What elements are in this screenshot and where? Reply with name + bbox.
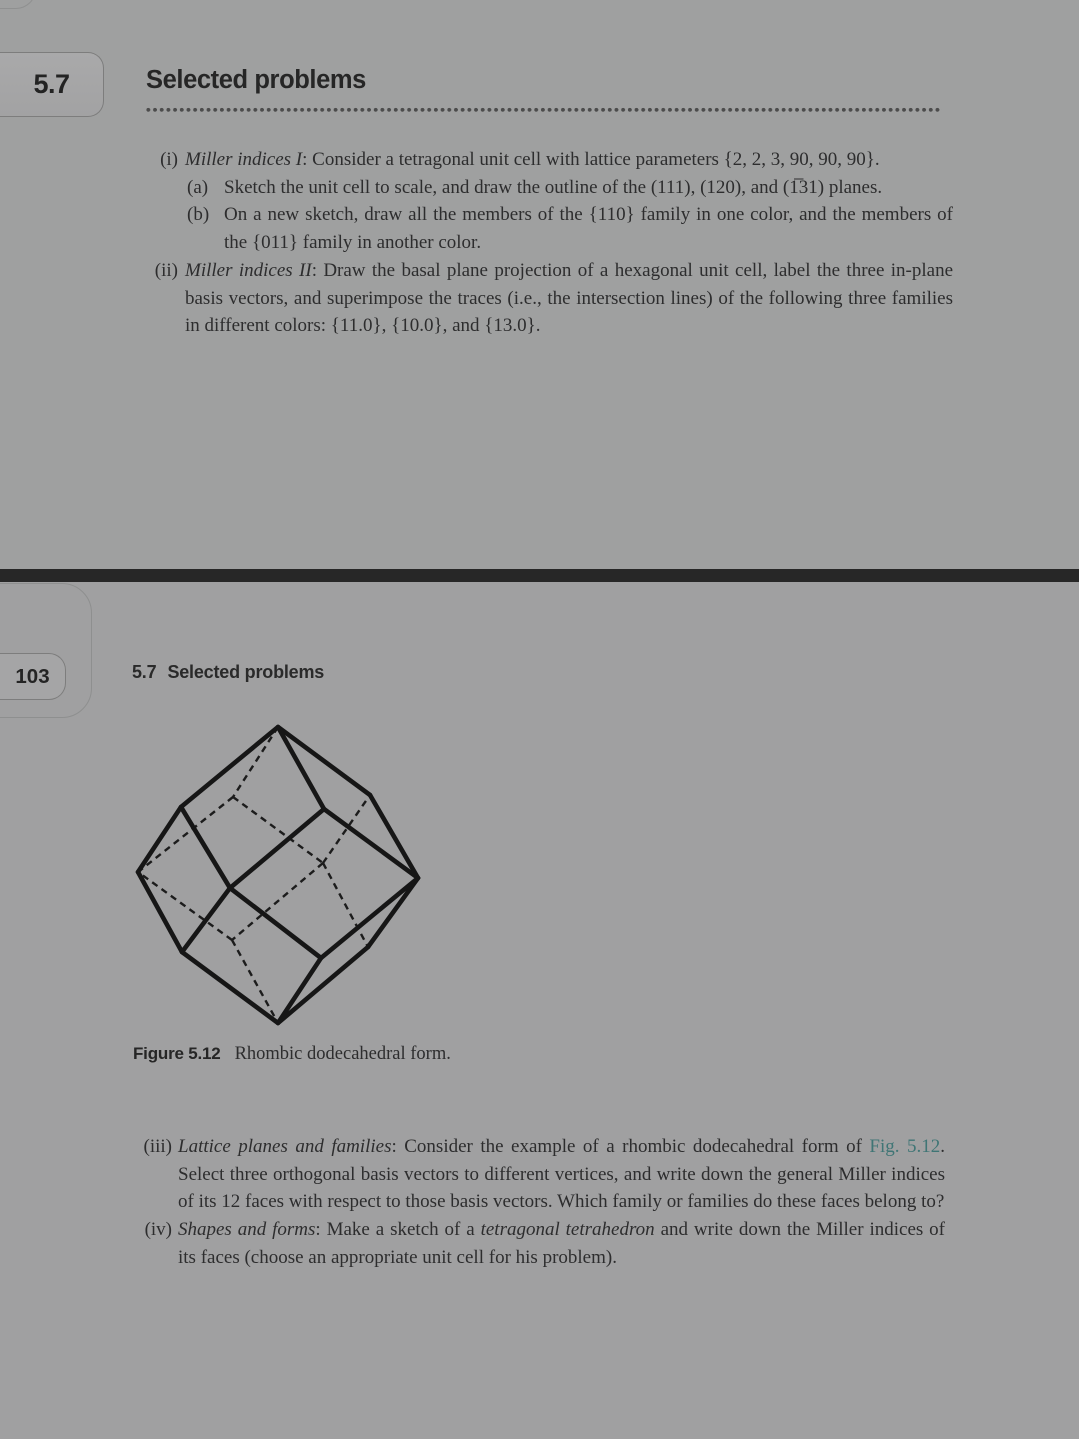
problem-item-iii xyxy=(128,1133,945,1216)
problem-list-page2 xyxy=(128,1133,945,1272)
item-rest: : Consider a tetragonal unit cell with lattice parameters {2, 2, 3, 90, 90, 90}. xyxy=(302,149,880,170)
item-lead-italic: Shapes and forms xyxy=(178,1219,316,1241)
figure-edge-solid xyxy=(370,795,418,878)
figure-rhombic-dodecahedron xyxy=(120,713,436,1037)
item-text xyxy=(178,1219,945,1268)
item-marker: (b) xyxy=(187,204,210,226)
figure-edge-solid xyxy=(324,809,418,878)
item-after-lead: : Consider the example of a rhombic dodecahedral form of xyxy=(391,1136,870,1157)
item-marker: (iv) xyxy=(144,1219,172,1241)
page-number: 103 xyxy=(15,664,50,688)
running-header-title: Selected problems xyxy=(167,662,325,682)
item-text xyxy=(178,1136,945,1212)
sub-problem-list xyxy=(187,174,953,257)
section-number: 5.7 xyxy=(33,69,70,99)
page-divider-bar xyxy=(0,569,1079,582)
item-rest: : Draw the basal plane projection of a hexagonal unit cell, label the three in-plane basis vectors, and superimpose the traces (i.e., the intersection lines) of the following three families in different colors: {11.0}, {10.0}, and {13.0}. xyxy=(185,259,953,337)
item-lead-italic: Miller indices I xyxy=(185,149,303,170)
problem-item-ii xyxy=(140,257,953,340)
item-marker: (iii) xyxy=(143,1136,172,1157)
problem-item-i xyxy=(140,146,953,257)
item-text xyxy=(185,149,880,170)
item-lead-italic: Miller indices II xyxy=(185,259,312,281)
figure-edge-solid xyxy=(278,727,370,795)
item-mid-italic: tetragonal tetrahedron xyxy=(480,1219,655,1241)
section-number-box xyxy=(0,52,104,117)
item-marker: (ii) xyxy=(154,259,178,281)
item-marker: (i) xyxy=(160,149,178,170)
problem-item-iv xyxy=(128,1216,945,1271)
figure-edge-dashed xyxy=(138,797,233,872)
figure-edge-solid xyxy=(138,872,182,952)
figure-caption-text: Rhombic dodecahedral form. xyxy=(234,1044,451,1064)
figure-edge-dashed xyxy=(233,727,278,797)
running-header-number: 5.7 xyxy=(132,662,157,682)
previous-page-corner xyxy=(0,0,36,9)
dotted-rule xyxy=(146,107,942,113)
figure-caption-label: Figure 5.12 xyxy=(133,1044,221,1063)
item-text: Sketch the unit cell to scale, and draw the outline of the (111), (120), and (1̅31) planes. xyxy=(224,176,883,198)
item-text xyxy=(185,260,953,336)
page-number-box xyxy=(0,653,66,700)
figure-edge-dashed xyxy=(233,797,323,863)
figure-edge-dashed xyxy=(232,940,278,1023)
item-after-lead: : Make a sketch of a xyxy=(315,1219,481,1241)
section-title: Selected problems xyxy=(146,66,366,94)
figure-edge-solid xyxy=(138,807,181,872)
problem-list-page1 xyxy=(140,146,953,340)
item-marker: (a) xyxy=(187,176,209,198)
item-rest: . Select three orthogonal basis vectors to different vertices, and write down the general Miller indices of its 12 faces with respect to those basis vectors. Which family or families do these faces belong to? xyxy=(178,1136,945,1213)
figure-edge-solid xyxy=(230,888,321,958)
page-top xyxy=(0,0,1079,569)
figure-caption xyxy=(133,1044,451,1065)
item-lead-italic: Lattice planes and families xyxy=(178,1136,392,1157)
figure-edge-solid xyxy=(182,888,230,952)
figure-edge-dashed xyxy=(323,795,370,863)
item-text: On a new sketch, draw all the members of the {110} family in one color, and the members of the {011} family in another color. xyxy=(224,204,953,254)
running-header xyxy=(132,662,324,683)
figure-edge-solid xyxy=(181,727,278,807)
figure-edge-dashed xyxy=(323,863,368,947)
problem-item-i-a xyxy=(187,174,953,202)
item-rest: and write down the Miller indices of its faces (choose an appropriate unit cell for his problem). xyxy=(178,1219,946,1268)
figure-reference-link[interactable]: Fig. 5.12 xyxy=(869,1136,941,1157)
figure-edge-solid xyxy=(230,809,324,888)
figure-edge-solid xyxy=(182,952,278,1023)
page-bottom xyxy=(0,582,1079,1439)
problem-item-i-b xyxy=(187,201,953,256)
figure-edge-solid xyxy=(278,727,324,809)
